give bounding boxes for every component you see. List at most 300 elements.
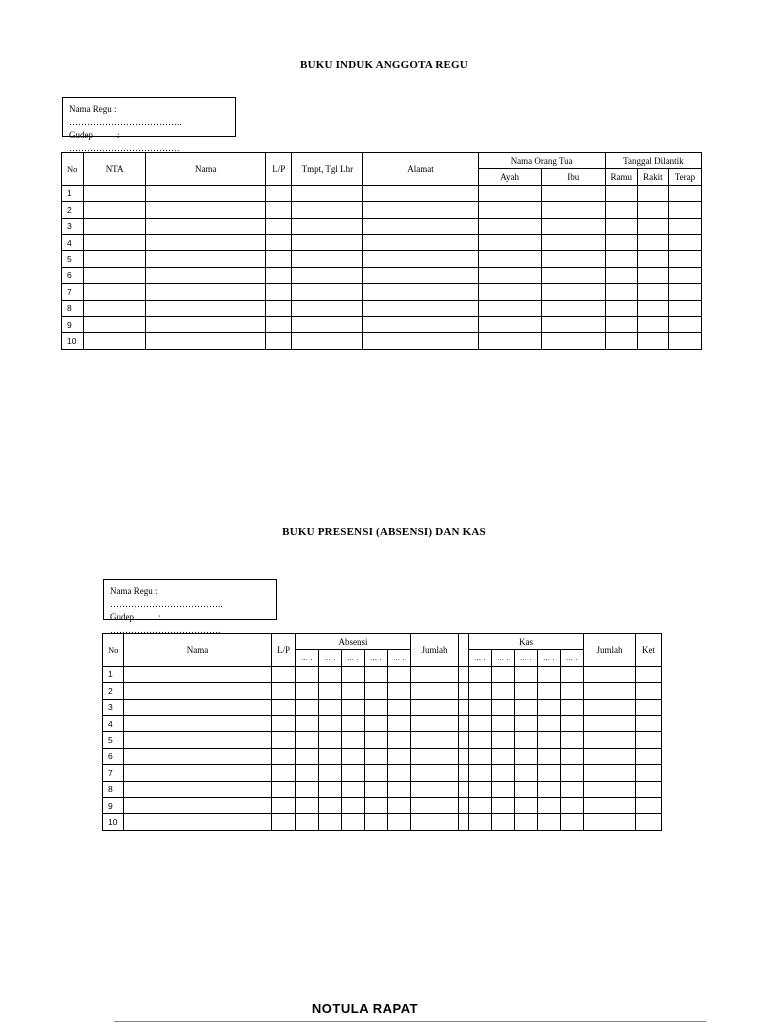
induk-cell[interactable]	[668, 267, 701, 283]
presensi-cell[interactable]	[411, 715, 459, 731]
induk-cell[interactable]	[146, 251, 266, 267]
presensi-cell[interactable]	[538, 732, 561, 748]
induk-cell[interactable]	[266, 251, 292, 267]
presensi-cell[interactable]	[272, 797, 296, 813]
absensi-date-2[interactable]: … .	[319, 650, 342, 666]
absensi-date-4[interactable]: … .	[365, 650, 388, 666]
induk-cell[interactable]	[84, 267, 146, 283]
presensi-title: BUKU PRESENSI (ABSENSI) DAN KAS	[282, 526, 486, 538]
presensi-cell[interactable]	[538, 666, 561, 682]
presensi-cell[interactable]	[492, 666, 515, 682]
induk-cell[interactable]	[84, 234, 146, 250]
presensi-cell[interactable]	[584, 765, 636, 781]
induk-cell[interactable]	[84, 316, 146, 332]
induk-cell[interactable]	[363, 267, 478, 283]
induk-cell[interactable]	[637, 333, 668, 349]
presensi-cell[interactable]	[492, 683, 515, 699]
presensi-cell[interactable]	[319, 797, 342, 813]
induk-cell[interactable]	[637, 251, 668, 267]
presensi-cell[interactable]	[459, 765, 469, 781]
presensi-cell[interactable]	[459, 715, 469, 731]
induk-cell[interactable]	[541, 185, 605, 201]
induk-cell[interactable]	[266, 202, 292, 218]
presensi-cell[interactable]	[319, 666, 342, 682]
presensi-cell[interactable]	[636, 781, 662, 797]
induk-cell[interactable]	[605, 333, 637, 349]
presensi-cell[interactable]	[538, 781, 561, 797]
induk-cell[interactable]	[605, 234, 637, 250]
presensi-cell[interactable]	[411, 781, 459, 797]
presensi-cell[interactable]	[469, 814, 492, 830]
induk-cell[interactable]	[84, 185, 146, 201]
presensi-cell[interactable]	[342, 765, 365, 781]
presensi-cell[interactable]	[584, 666, 636, 682]
presensi-cell[interactable]	[538, 814, 561, 830]
induk-cell[interactable]	[84, 218, 146, 234]
induk-row-number: 8	[62, 300, 84, 316]
presensi-cell[interactable]	[515, 814, 538, 830]
presensi-cell[interactable]	[342, 715, 365, 731]
induk-cell[interactable]	[146, 234, 266, 250]
gudep-field[interactable]: : ……………………………….	[69, 130, 180, 153]
induk-cell[interactable]	[637, 267, 668, 283]
presensi-cell[interactable]	[469, 666, 492, 682]
presensi-cell[interactable]	[459, 814, 469, 830]
presensi-cell[interactable]	[561, 781, 584, 797]
induk-cell[interactable]	[541, 218, 605, 234]
presensi-cell[interactable]	[538, 748, 561, 764]
presensi-cell[interactable]	[342, 814, 365, 830]
induk-cell[interactable]	[605, 202, 637, 218]
induk-cell[interactable]	[146, 300, 266, 316]
induk-cell[interactable]	[637, 202, 668, 218]
induk-cell[interactable]	[363, 333, 478, 349]
presensi-cell[interactable]	[636, 683, 662, 699]
induk-cell[interactable]	[637, 316, 668, 332]
presensi-cell[interactable]	[515, 732, 538, 748]
presensi-cell[interactable]	[561, 814, 584, 830]
presensi-cell[interactable]	[319, 683, 342, 699]
presensi-cell[interactable]	[469, 683, 492, 699]
presensi-cell[interactable]	[388, 699, 411, 715]
induk-cell[interactable]	[478, 267, 541, 283]
presensi-cell[interactable]	[296, 666, 319, 682]
induk-cell[interactable]	[605, 300, 637, 316]
presensi-cell[interactable]	[515, 715, 538, 731]
presensi-cell[interactable]	[411, 666, 459, 682]
presensi-cell[interactable]	[124, 699, 272, 715]
induk-cell[interactable]	[84, 202, 146, 218]
presensi-cell[interactable]	[492, 732, 515, 748]
table-row	[62, 202, 702, 218]
presensi-cell[interactable]	[296, 765, 319, 781]
induk-cell[interactable]	[146, 218, 266, 234]
presensi-cell[interactable]	[342, 781, 365, 797]
presensi-cell[interactable]	[584, 814, 636, 830]
presensi-cell[interactable]	[365, 765, 388, 781]
presensi-cell[interactable]	[469, 699, 492, 715]
presensi-cell[interactable]	[388, 797, 411, 813]
induk-cell[interactable]	[637, 185, 668, 201]
table-row	[103, 683, 662, 699]
presensi-cell[interactable]	[469, 732, 492, 748]
presensi-cell[interactable]	[342, 699, 365, 715]
presensi-cell[interactable]	[538, 699, 561, 715]
presensi-cell[interactable]	[342, 683, 365, 699]
presensi-cell[interactable]	[319, 748, 342, 764]
induk-cell[interactable]	[541, 333, 605, 349]
presensi-cell[interactable]	[561, 748, 584, 764]
nama-regu-line	[69, 103, 229, 129]
induk-cell[interactable]	[266, 218, 292, 234]
presensi-cell[interactable]	[411, 732, 459, 748]
presensi-cell[interactable]	[459, 683, 469, 699]
kas-date-1[interactable]: … .	[469, 650, 492, 666]
presensi-row-number: 4	[103, 715, 124, 731]
induk-cell[interactable]	[605, 251, 637, 267]
col-jumlah-absensi-header: Jumlah	[411, 634, 459, 667]
induk-table	[61, 152, 702, 350]
presensi-info-box	[103, 579, 277, 635]
induk-cell[interactable]	[292, 333, 363, 349]
induk-cell[interactable]	[146, 316, 266, 332]
col-ayah-header: Ayah	[478, 169, 541, 185]
induk-cell[interactable]	[478, 284, 541, 300]
presensi-cell[interactable]	[561, 683, 584, 699]
induk-cell[interactable]	[478, 234, 541, 250]
gudep-label-2: Gudep	[110, 612, 134, 622]
col-absensi-header: Absensi	[296, 634, 411, 650]
induk-cell[interactable]	[668, 251, 701, 267]
presensi-cell[interactable]	[584, 715, 636, 731]
presensi-cell[interactable]	[561, 715, 584, 731]
induk-cell[interactable]	[292, 202, 363, 218]
presensi-cell[interactable]	[469, 797, 492, 813]
absensi-date-5[interactable]: … .	[388, 650, 411, 666]
induk-title: BUKU INDUK ANGGOTA REGU	[300, 59, 468, 71]
presensi-cell[interactable]	[469, 765, 492, 781]
presensi-cell[interactable]	[296, 699, 319, 715]
presensi-cell[interactable]	[272, 732, 296, 748]
kas-date-4[interactable]: … .	[538, 650, 561, 666]
presensi-cell[interactable]	[124, 666, 272, 682]
presensi-cell[interactable]	[124, 814, 272, 830]
induk-cell[interactable]	[266, 316, 292, 332]
presensi-cell[interactable]	[296, 715, 319, 731]
presensi-cell[interactable]	[515, 765, 538, 781]
induk-cell[interactable]	[363, 234, 478, 250]
absensi-date-3[interactable]: … .	[342, 650, 365, 666]
presensi-cell[interactable]	[459, 748, 469, 764]
presensi-cell[interactable]	[296, 814, 319, 830]
induk-cell[interactable]	[363, 202, 478, 218]
induk-cell[interactable]	[292, 251, 363, 267]
induk-cell[interactable]	[84, 300, 146, 316]
presensi-cell[interactable]	[272, 748, 296, 764]
kas-date-5[interactable]: … .	[561, 650, 584, 666]
presensi-cell[interactable]	[469, 715, 492, 731]
induk-cell[interactable]	[541, 267, 605, 283]
presensi-cell[interactable]	[365, 797, 388, 813]
presensi-cell[interactable]	[365, 666, 388, 682]
presensi-cell[interactable]	[411, 683, 459, 699]
presensi-cell[interactable]	[459, 797, 469, 813]
presensi-cell[interactable]	[388, 781, 411, 797]
induk-cell[interactable]	[605, 218, 637, 234]
nama-regu-field-2[interactable]: : ………………………………..	[110, 586, 223, 609]
presensi-cell[interactable]	[459, 781, 469, 797]
nama-regu-field[interactable]: : ………………………………..	[69, 104, 182, 127]
col-ket-header: Ket	[636, 634, 662, 667]
induk-cell[interactable]	[541, 202, 605, 218]
presensi-cell[interactable]	[342, 732, 365, 748]
presensi-cell[interactable]	[411, 699, 459, 715]
presensi-cell[interactable]	[584, 797, 636, 813]
presensi-cell[interactable]	[636, 748, 662, 764]
induk-cell[interactable]	[478, 300, 541, 316]
presensi-cell[interactable]	[388, 666, 411, 682]
presensi-cell[interactable]	[272, 683, 296, 699]
induk-header-row-1	[62, 153, 702, 169]
table-row	[103, 797, 662, 813]
induk-cell[interactable]	[478, 218, 541, 234]
induk-cell[interactable]	[292, 316, 363, 332]
induk-cell[interactable]	[146, 267, 266, 283]
presensi-cell[interactable]	[319, 699, 342, 715]
induk-cell[interactable]	[668, 185, 701, 201]
induk-cell[interactable]	[478, 251, 541, 267]
induk-cell[interactable]	[146, 202, 266, 218]
presensi-cell[interactable]	[492, 814, 515, 830]
presensi-cell[interactable]	[492, 715, 515, 731]
induk-cell[interactable]	[541, 251, 605, 267]
col-jumlah-kas-header: Jumlah	[584, 634, 636, 667]
presensi-cell[interactable]	[515, 666, 538, 682]
presensi-cell[interactable]	[636, 699, 662, 715]
induk-cell[interactable]	[605, 284, 637, 300]
induk-cell[interactable]	[266, 185, 292, 201]
presensi-cell[interactable]	[584, 732, 636, 748]
induk-cell[interactable]	[84, 333, 146, 349]
presensi-cell[interactable]	[538, 765, 561, 781]
presensi-cell[interactable]	[515, 683, 538, 699]
presensi-cell[interactable]	[365, 781, 388, 797]
presensi-cell[interactable]	[515, 748, 538, 764]
induk-cell[interactable]	[637, 284, 668, 300]
presensi-cell[interactable]	[124, 748, 272, 764]
induk-cell[interactable]	[605, 267, 637, 283]
presensi-cell[interactable]	[561, 732, 584, 748]
induk-cell[interactable]	[541, 234, 605, 250]
induk-cell[interactable]	[146, 333, 266, 349]
presensi-cell[interactable]	[538, 797, 561, 813]
presensi-cell[interactable]	[319, 765, 342, 781]
presensi-cell[interactable]	[296, 748, 319, 764]
gudep-field-2[interactable]: : ……………………………….	[110, 612, 221, 635]
presensi-cell[interactable]	[319, 814, 342, 830]
presensi-cell[interactable]	[319, 781, 342, 797]
presensi-cell[interactable]	[636, 814, 662, 830]
induk-cell[interactable]	[541, 284, 605, 300]
presensi-cell[interactable]	[296, 797, 319, 813]
presensi-cell[interactable]	[272, 699, 296, 715]
presensi-cell[interactable]	[365, 715, 388, 731]
induk-cell[interactable]	[541, 300, 605, 316]
presensi-cell[interactable]	[492, 765, 515, 781]
induk-cell[interactable]	[668, 202, 701, 218]
presensi-cell[interactable]	[538, 683, 561, 699]
presensi-cell[interactable]	[636, 732, 662, 748]
induk-cell[interactable]	[292, 234, 363, 250]
presensi-cell[interactable]	[124, 683, 272, 699]
table-row	[62, 333, 702, 349]
presensi-cell[interactable]	[365, 814, 388, 830]
presensi-cell[interactable]	[561, 765, 584, 781]
induk-cell[interactable]	[668, 218, 701, 234]
kas-date-2[interactable]: … .	[492, 650, 515, 666]
presensi-cell[interactable]	[272, 666, 296, 682]
induk-cell[interactable]	[668, 284, 701, 300]
presensi-cell[interactable]	[636, 765, 662, 781]
presensi-cell[interactable]	[124, 797, 272, 813]
presensi-cell[interactable]	[411, 748, 459, 764]
induk-cell[interactable]	[292, 300, 363, 316]
table-row	[62, 251, 702, 267]
presensi-cell[interactable]	[124, 715, 272, 731]
presensi-cell[interactable]	[561, 797, 584, 813]
presensi-cell[interactable]	[365, 732, 388, 748]
induk-cell[interactable]	[84, 251, 146, 267]
induk-cell[interactable]	[478, 185, 541, 201]
induk-cell[interactable]	[478, 202, 541, 218]
presensi-cell[interactable]	[584, 781, 636, 797]
presensi-cell[interactable]	[388, 814, 411, 830]
induk-cell[interactable]	[84, 284, 146, 300]
induk-cell[interactable]	[363, 316, 478, 332]
absensi-date-1[interactable]: … .	[296, 650, 319, 666]
presensi-cell[interactable]	[272, 781, 296, 797]
col-dilantik-header: Tanggal Dilantik	[605, 153, 701, 169]
col-rakit-header: Rakit	[637, 169, 668, 185]
presensi-cell[interactable]	[124, 765, 272, 781]
induk-cell[interactable]	[266, 333, 292, 349]
presensi-cell[interactable]	[411, 814, 459, 830]
presensi-cell[interactable]	[636, 715, 662, 731]
presensi-cell[interactable]	[538, 715, 561, 731]
presensi-cell[interactable]	[584, 683, 636, 699]
induk-cell[interactable]	[605, 316, 637, 332]
induk-cell[interactable]	[266, 300, 292, 316]
presensi-cell[interactable]	[388, 748, 411, 764]
presensi-cell[interactable]	[492, 699, 515, 715]
induk-cell[interactable]	[363, 185, 478, 201]
presensi-cell[interactable]	[388, 765, 411, 781]
induk-cell[interactable]	[668, 300, 701, 316]
presensi-cell[interactable]	[459, 732, 469, 748]
induk-cell[interactable]	[668, 234, 701, 250]
presensi-cell[interactable]	[388, 715, 411, 731]
induk-cell[interactable]	[292, 284, 363, 300]
induk-info-box	[62, 97, 236, 153]
presensi-cell[interactable]	[469, 781, 492, 797]
table-row	[62, 218, 702, 234]
presensi-cell[interactable]	[272, 715, 296, 731]
presensi-cell[interactable]	[365, 748, 388, 764]
induk-cell[interactable]	[292, 218, 363, 234]
presensi-cell[interactable]	[469, 748, 492, 764]
induk-cell[interactable]	[266, 234, 292, 250]
induk-cell[interactable]	[478, 316, 541, 332]
presensi-cell[interactable]	[388, 683, 411, 699]
presensi-cell[interactable]	[411, 765, 459, 781]
induk-cell[interactable]	[363, 251, 478, 267]
induk-cell[interactable]	[478, 333, 541, 349]
presensi-cell[interactable]	[365, 683, 388, 699]
induk-cell[interactable]	[363, 218, 478, 234]
presensi-cell[interactable]	[515, 781, 538, 797]
presensi-cell[interactable]	[561, 666, 584, 682]
induk-cell[interactable]	[363, 300, 478, 316]
induk-cell[interactable]	[292, 267, 363, 283]
presensi-cell[interactable]	[342, 666, 365, 682]
induk-cell[interactable]	[637, 218, 668, 234]
induk-cell[interactable]	[146, 284, 266, 300]
presensi-cell[interactable]	[124, 781, 272, 797]
induk-cell[interactable]	[668, 333, 701, 349]
presensi-cell[interactable]	[342, 748, 365, 764]
induk-cell[interactable]	[605, 185, 637, 201]
presensi-cell[interactable]	[459, 699, 469, 715]
col-nta-header: NTA	[84, 153, 146, 186]
presensi-cell[interactable]	[365, 699, 388, 715]
induk-cell[interactable]	[668, 316, 701, 332]
presensi-cell[interactable]	[515, 797, 538, 813]
presensi-cell[interactable]	[636, 797, 662, 813]
presensi-cell[interactable]	[296, 683, 319, 699]
presensi-cell[interactable]	[319, 732, 342, 748]
presensi-cell[interactable]	[515, 699, 538, 715]
presensi-cell[interactable]	[296, 781, 319, 797]
induk-cell[interactable]	[363, 284, 478, 300]
gudep-label: Gudep	[69, 130, 93, 140]
induk-cell[interactable]	[146, 185, 266, 201]
induk-cell[interactable]	[266, 284, 292, 300]
presensi-cell[interactable]	[584, 748, 636, 764]
induk-cell[interactable]	[292, 185, 363, 201]
presensi-cell[interactable]	[272, 765, 296, 781]
presensi-cell[interactable]	[342, 797, 365, 813]
induk-cell[interactable]	[541, 316, 605, 332]
kas-date-3[interactable]: … .	[515, 650, 538, 666]
induk-cell[interactable]	[266, 267, 292, 283]
presensi-cell[interactable]	[124, 732, 272, 748]
presensi-cell[interactable]	[561, 699, 584, 715]
presensi-cell[interactable]	[636, 666, 662, 682]
induk-row-number: 10	[62, 333, 84, 349]
presensi-cell[interactable]	[459, 666, 469, 682]
presensi-cell[interactable]	[272, 814, 296, 830]
presensi-cell[interactable]	[492, 781, 515, 797]
induk-cell[interactable]	[637, 234, 668, 250]
presensi-cell[interactable]	[296, 732, 319, 748]
presensi-cell[interactable]	[492, 797, 515, 813]
presensi-cell[interactable]	[584, 699, 636, 715]
presensi-cell[interactable]	[319, 715, 342, 731]
presensi-cell[interactable]	[411, 797, 459, 813]
induk-cell[interactable]	[637, 300, 668, 316]
presensi-cell[interactable]	[492, 748, 515, 764]
presensi-cell[interactable]	[388, 732, 411, 748]
